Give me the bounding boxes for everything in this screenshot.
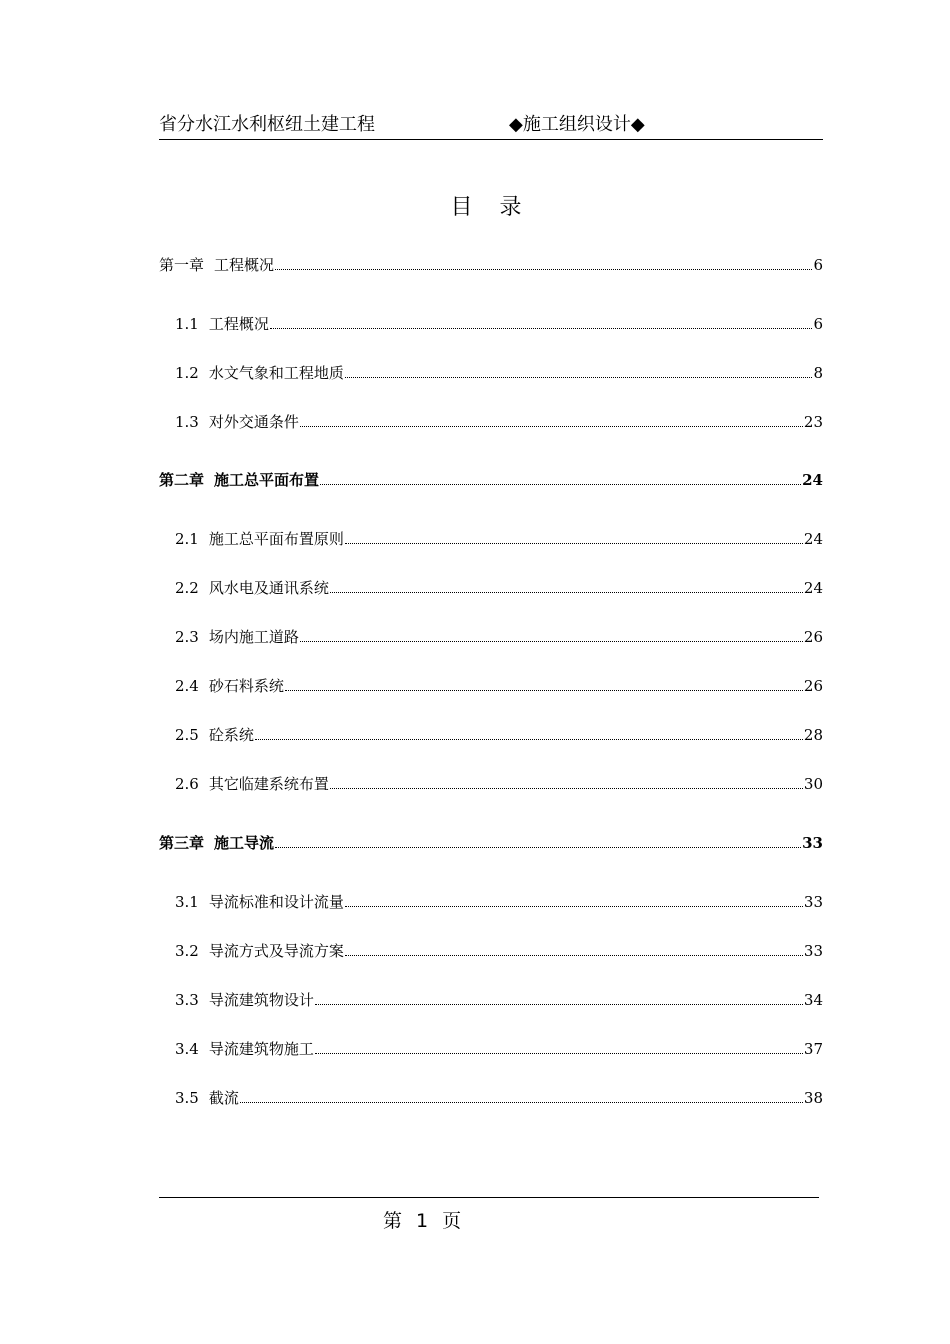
toc-entry-page: 30: [803, 775, 823, 793]
toc-dot-leader: [315, 1003, 803, 1005]
toc-entry-page: 24: [803, 579, 823, 597]
toc-entry-title: 工程概况: [214, 256, 275, 274]
toc-entry-title: 施工总平面布置: [214, 471, 320, 489]
toc-entry-title: 导流建筑物施工: [208, 1040, 314, 1058]
toc-section-entry[interactable]: [175, 1039, 823, 1059]
toc-entry-number: 2.3: [175, 628, 199, 646]
toc-section-entry[interactable]: [175, 627, 823, 647]
toc-entry-title: 工程概况: [208, 315, 269, 333]
toc-entry-title: 截流: [208, 1089, 239, 1107]
toc-entry-number: 3.5: [175, 1089, 199, 1107]
toc-entry-page: 28: [803, 726, 823, 744]
toc-entry-number: 2.5: [175, 726, 199, 744]
toc-entry-title: 砂石料系统: [208, 677, 284, 695]
toc-entry-number: 3.1: [175, 893, 199, 911]
toc-section-entry[interactable]: [175, 363, 823, 383]
toc-entry-page: 6: [813, 256, 823, 274]
toc-section-entry[interactable]: [175, 990, 823, 1010]
toc-entry-number: 2.1: [175, 530, 199, 548]
toc-entry-number: 1.2: [175, 364, 199, 382]
toc-dot-leader: [345, 954, 803, 956]
toc-dot-leader: [300, 640, 803, 642]
toc-entry-page: 37: [803, 1040, 823, 1058]
toc-section-entry[interactable]: [175, 676, 823, 696]
toc-entry-title: 导流建筑物设计: [208, 991, 314, 1009]
toc-entry-page: 33: [803, 942, 823, 960]
toc-entry-number: 第二章: [159, 471, 205, 489]
toc-entry-page: 8: [813, 364, 823, 382]
toc-chapter-entry[interactable]: [159, 833, 823, 853]
toc-entry-title: 砼系统: [208, 726, 254, 744]
toc-section-entry[interactable]: [175, 892, 823, 912]
toc-dot-leader: [255, 738, 803, 740]
toc-entry-title: 场内施工道路: [208, 628, 299, 646]
toc-entry-title: 对外交通条件: [208, 413, 299, 431]
toc-entry-page: 6: [813, 315, 823, 333]
toc-entry-page: 34: [803, 991, 823, 1009]
toc-dot-leader: [300, 425, 803, 427]
toc-entry-page: 24: [803, 530, 823, 548]
toc-section-entry[interactable]: [175, 578, 823, 598]
toc-entry-number: 第三章: [159, 834, 205, 852]
toc-entry-number: 3.2: [175, 942, 199, 960]
toc-entry-page: 26: [803, 628, 823, 646]
toc-entry-number: 2.2: [175, 579, 199, 597]
toc-entry-title: 导流标准和设计流量: [208, 893, 344, 911]
toc-entry-title: 施工导流: [214, 834, 275, 852]
toc-entry-number: 2.4: [175, 677, 199, 695]
toc-entry-title: 导流方式及导流方案: [208, 942, 344, 960]
toc-dot-leader: [345, 905, 803, 907]
header-doc-type: ◆施工组织设计◆: [509, 114, 645, 135]
toc-entry-title: 风水电及通讯系统: [208, 579, 329, 597]
toc-entry-number: 1.3: [175, 413, 199, 431]
toc-entry-title: 水文气象和工程地质: [208, 364, 344, 382]
toc-section-entry[interactable]: [175, 1088, 823, 1108]
header-project-name: 省分水江水利枢纽土建工程: [159, 114, 375, 135]
toc-entry-number: 1.1: [175, 315, 199, 333]
toc-title: 目 录: [450, 195, 532, 220]
toc-chapter-entry[interactable]: [159, 470, 823, 490]
toc-section-entry[interactable]: [175, 412, 823, 432]
toc-dot-leader: [275, 268, 812, 270]
toc-entry-number: 3.4: [175, 1040, 199, 1058]
toc-entry-title: 其它临建系统布置: [208, 775, 329, 793]
toc-dot-leader: [330, 787, 803, 789]
toc-entry-number: 3.3: [175, 991, 199, 1009]
toc-dot-leader: [270, 327, 813, 329]
toc-chapter-entry[interactable]: [159, 255, 823, 275]
toc-section-entry[interactable]: [175, 725, 823, 745]
toc-entry-page: 23: [803, 413, 823, 431]
toc-dot-leader: [275, 846, 801, 848]
toc-entry-title: 施工总平面布置原则: [208, 530, 344, 548]
toc-entry-number: 第一章: [159, 256, 205, 274]
toc-entry-page: 33: [803, 893, 823, 911]
toc-entry-page: 24: [802, 471, 823, 489]
table-of-contents: [159, 0, 823, 1150]
toc-section-entry[interactable]: [175, 774, 823, 794]
toc-dot-leader: [285, 689, 803, 691]
toc-dot-leader: [345, 542, 803, 544]
toc-entry-number: 2.6: [175, 775, 199, 793]
toc-dot-leader: [315, 1052, 803, 1054]
toc-section-entry[interactable]: [175, 941, 823, 961]
toc-entry-page: 26: [803, 677, 823, 695]
toc-section-entry[interactable]: [175, 529, 823, 549]
toc-dot-leader: [330, 591, 803, 593]
page-number: 第 1 页: [383, 1210, 462, 1232]
footer-divider: [159, 1197, 819, 1198]
toc-dot-leader: [240, 1101, 803, 1103]
toc-dot-leader: [345, 376, 813, 378]
toc-dot-leader: [320, 483, 801, 485]
toc-entry-page: 33: [802, 834, 823, 852]
toc-section-entry[interactable]: [175, 314, 823, 334]
toc-entry-page: 38: [803, 1089, 823, 1107]
